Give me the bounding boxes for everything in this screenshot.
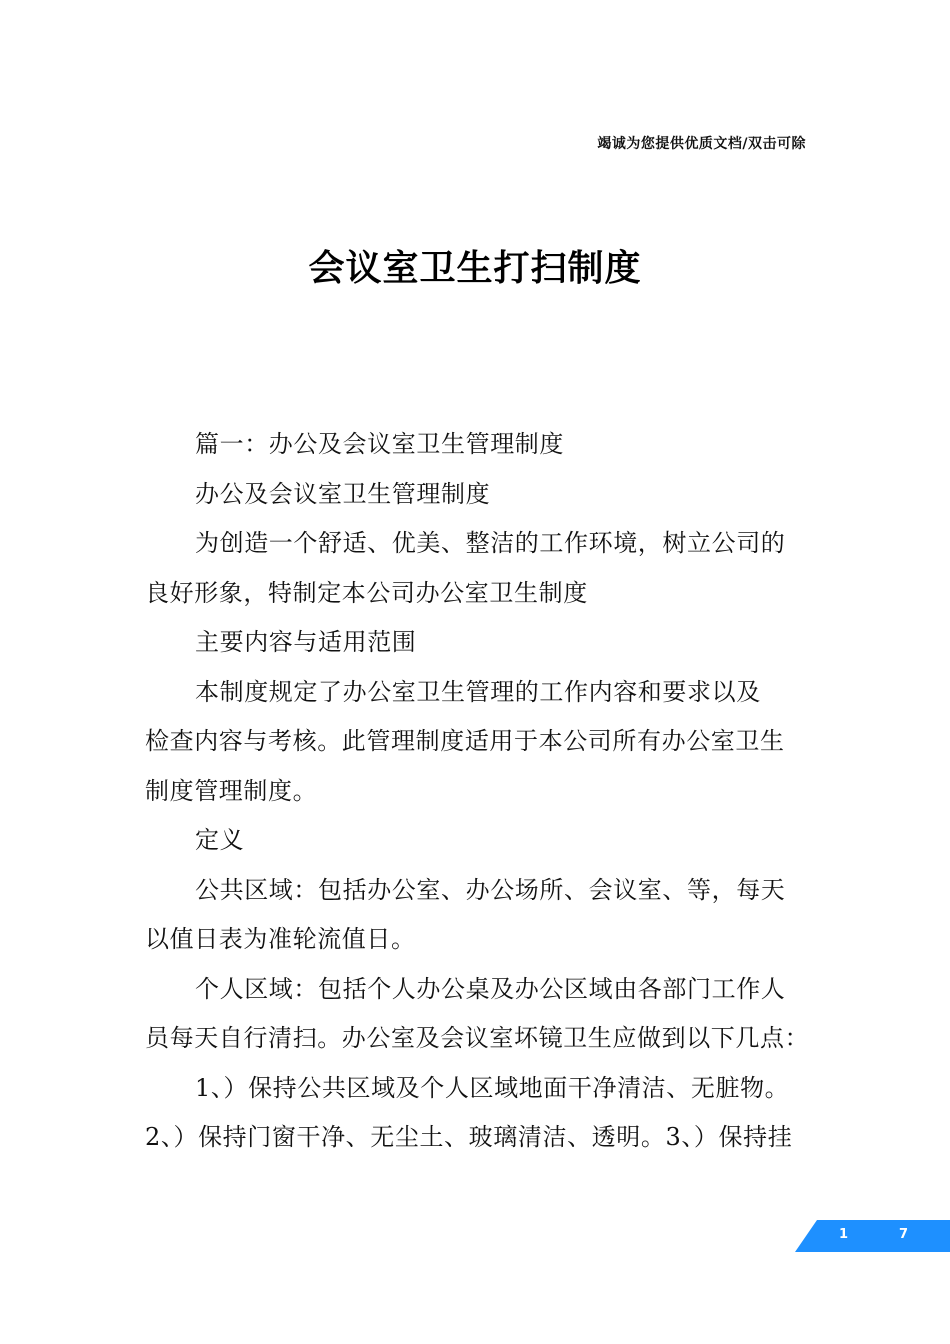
paragraph-line: 公共区域：包括办公室、办公场所、会议室、等，每天: [195, 875, 786, 904]
paragraph-line: 定义: [195, 826, 245, 854]
paragraph-line: 良好形象，特制定本公司办公室卫生制度: [145, 578, 588, 607]
paragraph-line: 1、）保持公共区域及个人区域地面干净清洁、无脏物。: [195, 1073, 790, 1102]
page-badge-shape: [795, 1220, 950, 1252]
document-body: [145, 420, 810, 1163]
paragraph-line: 以值日表为准轮流值日。: [145, 925, 416, 953]
paragraph-line: 2、）保持门窗干净、无尘土、玻璃清洁、透明。3、）保持挂: [145, 1123, 793, 1151]
paragraph-line: 员每天自行清扫。办公室及会议室坏镜卫生应做到以下几点：: [145, 1024, 810, 1052]
document-title: 会议室卫生打扫制度: [308, 248, 642, 289]
header-note: 竭诚为您提供优质文档/双击可除: [597, 136, 806, 152]
section-heading: 篇一：办公及会议室卫生管理制度: [195, 430, 564, 458]
page-current-number: 1: [839, 1227, 849, 1242]
paragraph-line: 个人区域：包括个人办公桌及办公区域由各部门工作人: [195, 974, 786, 1003]
paragraph-line: 为创造一个舒适、优美、整洁的工作环境，树立公司的: [195, 529, 786, 557]
page-total-number: 7: [899, 1227, 909, 1242]
page-indicator: [795, 1220, 950, 1252]
paragraph-line: 办公及会议室卫生管理制度: [195, 479, 491, 508]
paragraph-line: 制度管理制度。: [145, 776, 318, 805]
paragraph-line: 主要内容与适用范围: [195, 628, 417, 656]
paragraph-line: 本制度规定了办公室卫生管理的工作内容和要求以及: [195, 677, 761, 706]
paragraph-line: 检查内容与考核。此管理制度适用于本公司所有办公室卫生: [145, 727, 785, 755]
